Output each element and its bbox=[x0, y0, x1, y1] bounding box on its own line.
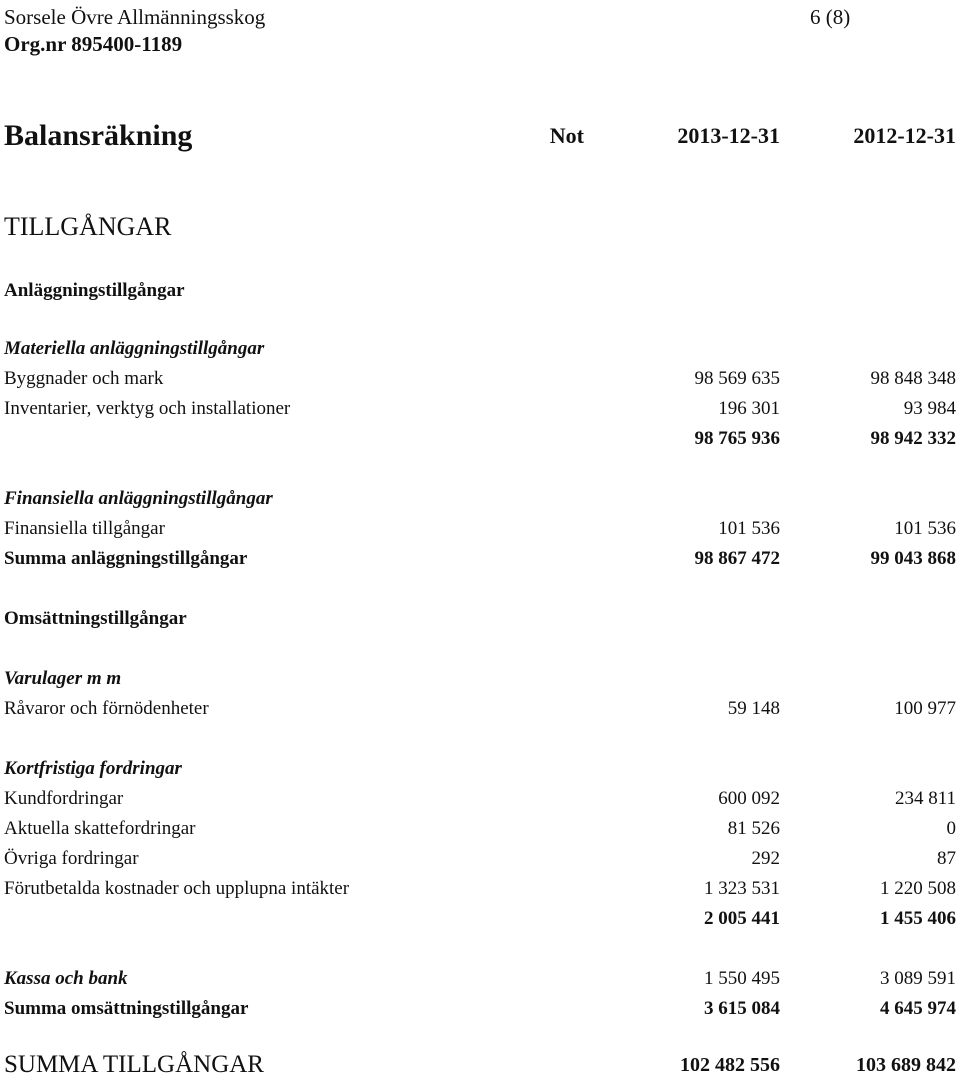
row-label: Övriga fordringar bbox=[4, 848, 139, 869]
inventory-heading bbox=[0, 664, 960, 694]
grand-total-label: SUMMA TILLGÅNGAR bbox=[4, 1051, 264, 1078]
row-label: Inventarier, verktyg och installationer bbox=[4, 398, 291, 419]
row-value-previous: 100 977 bbox=[894, 698, 956, 719]
row-value-previous: 101 536 bbox=[894, 518, 956, 539]
note-column-header: Not bbox=[549, 123, 584, 148]
table-row bbox=[0, 514, 960, 544]
current-assets-title: Omsättningstillgångar bbox=[4, 608, 187, 629]
tangible-assets-heading bbox=[0, 334, 960, 364]
row-label: Finansiella tillgångar bbox=[4, 518, 165, 539]
row-value-previous: 3 089 591 bbox=[880, 968, 956, 989]
row-value-previous: 87 bbox=[937, 848, 956, 869]
table-row bbox=[0, 694, 960, 724]
total-row bbox=[0, 544, 960, 574]
row-value-current: 98 569 635 bbox=[694, 368, 780, 389]
table-header bbox=[0, 118, 960, 154]
total-previous: 99 043 868 bbox=[870, 548, 956, 569]
org-number: Org.nr 895400-1189 bbox=[4, 32, 183, 56]
tangible-assets-title: Materiella anläggningstillgångar bbox=[4, 338, 265, 359]
table-row bbox=[0, 394, 960, 424]
row-label: Kundfordringar bbox=[4, 788, 124, 809]
page-number: 6 (8) bbox=[810, 5, 851, 29]
subtotal-row bbox=[0, 424, 960, 454]
section-heading bbox=[0, 212, 960, 242]
subtotal-row bbox=[0, 904, 960, 934]
table-row bbox=[0, 784, 960, 814]
row-value-current: 1 323 531 bbox=[704, 878, 780, 899]
row-value-previous: 0 bbox=[946, 818, 956, 839]
row-value-previous: 93 984 bbox=[903, 398, 956, 419]
row-value-previous: 98 848 348 bbox=[870, 368, 956, 389]
row-label: Råvaror och förnödenheter bbox=[4, 698, 209, 719]
receivables-title: Kortfristiga fordringar bbox=[4, 758, 182, 779]
org-name: Sorsele Övre Allmänningsskog bbox=[4, 5, 266, 29]
row-label: Förutbetalda kostnader och upplupna intäkter bbox=[4, 878, 350, 899]
org-number-line bbox=[0, 29, 960, 59]
subtotal-previous: 98 942 332 bbox=[870, 428, 956, 449]
table-row bbox=[0, 364, 960, 394]
current-year-header: 2013-12-31 bbox=[677, 123, 780, 148]
fixed-assets-title: Anläggningstillgångar bbox=[4, 280, 185, 301]
row-value-previous: 1 220 508 bbox=[880, 878, 956, 899]
row-label: Byggnader och mark bbox=[4, 368, 164, 389]
total-current: 98 867 472 bbox=[694, 548, 780, 569]
row-value-current: 196 301 bbox=[718, 398, 780, 419]
cash-label: Kassa och bank bbox=[4, 968, 128, 989]
row-value-current: 292 bbox=[751, 848, 780, 869]
row-value-current: 600 092 bbox=[718, 788, 780, 809]
total-row bbox=[0, 994, 960, 1024]
row-value-current: 101 536 bbox=[718, 518, 780, 539]
row-label: Aktuella skattefordringar bbox=[4, 818, 196, 839]
table-row bbox=[0, 814, 960, 844]
total-label: Summa anläggningstillgångar bbox=[4, 548, 248, 569]
total-current: 3 615 084 bbox=[704, 998, 780, 1019]
financial-assets-heading bbox=[0, 484, 960, 514]
org-name-line bbox=[0, 2, 960, 32]
row-value-current: 1 550 495 bbox=[704, 968, 780, 989]
page-title: Balansräkning bbox=[4, 119, 193, 152]
row-value-previous: 234 811 bbox=[894, 788, 956, 809]
inventory-title: Varulager m m bbox=[4, 668, 122, 689]
row-value-current: 59 148 bbox=[727, 698, 780, 719]
total-previous: 4 645 974 bbox=[880, 998, 956, 1019]
total-label: Summa omsättningstillgångar bbox=[4, 998, 249, 1019]
subtotal-current: 98 765 936 bbox=[694, 428, 780, 449]
subtotal-previous: 1 455 406 bbox=[880, 908, 956, 929]
receivables-heading bbox=[0, 754, 960, 784]
current-assets-heading bbox=[0, 604, 960, 634]
table-row bbox=[0, 964, 960, 994]
fixed-assets-heading bbox=[0, 276, 960, 306]
table-row bbox=[0, 844, 960, 874]
grand-total-previous: 103 689 842 bbox=[856, 1054, 956, 1076]
grand-total-row bbox=[0, 1050, 960, 1080]
row-value-current: 81 526 bbox=[727, 818, 780, 839]
grand-total-current: 102 482 556 bbox=[680, 1054, 780, 1076]
previous-year-header: 2012-12-31 bbox=[853, 123, 956, 148]
table-row bbox=[0, 874, 960, 904]
subtotal-current: 2 005 441 bbox=[704, 908, 780, 929]
financial-assets-title: Finansiella anläggningstillgångar bbox=[4, 488, 273, 509]
section-title: TILLGÅNGAR bbox=[4, 212, 172, 241]
